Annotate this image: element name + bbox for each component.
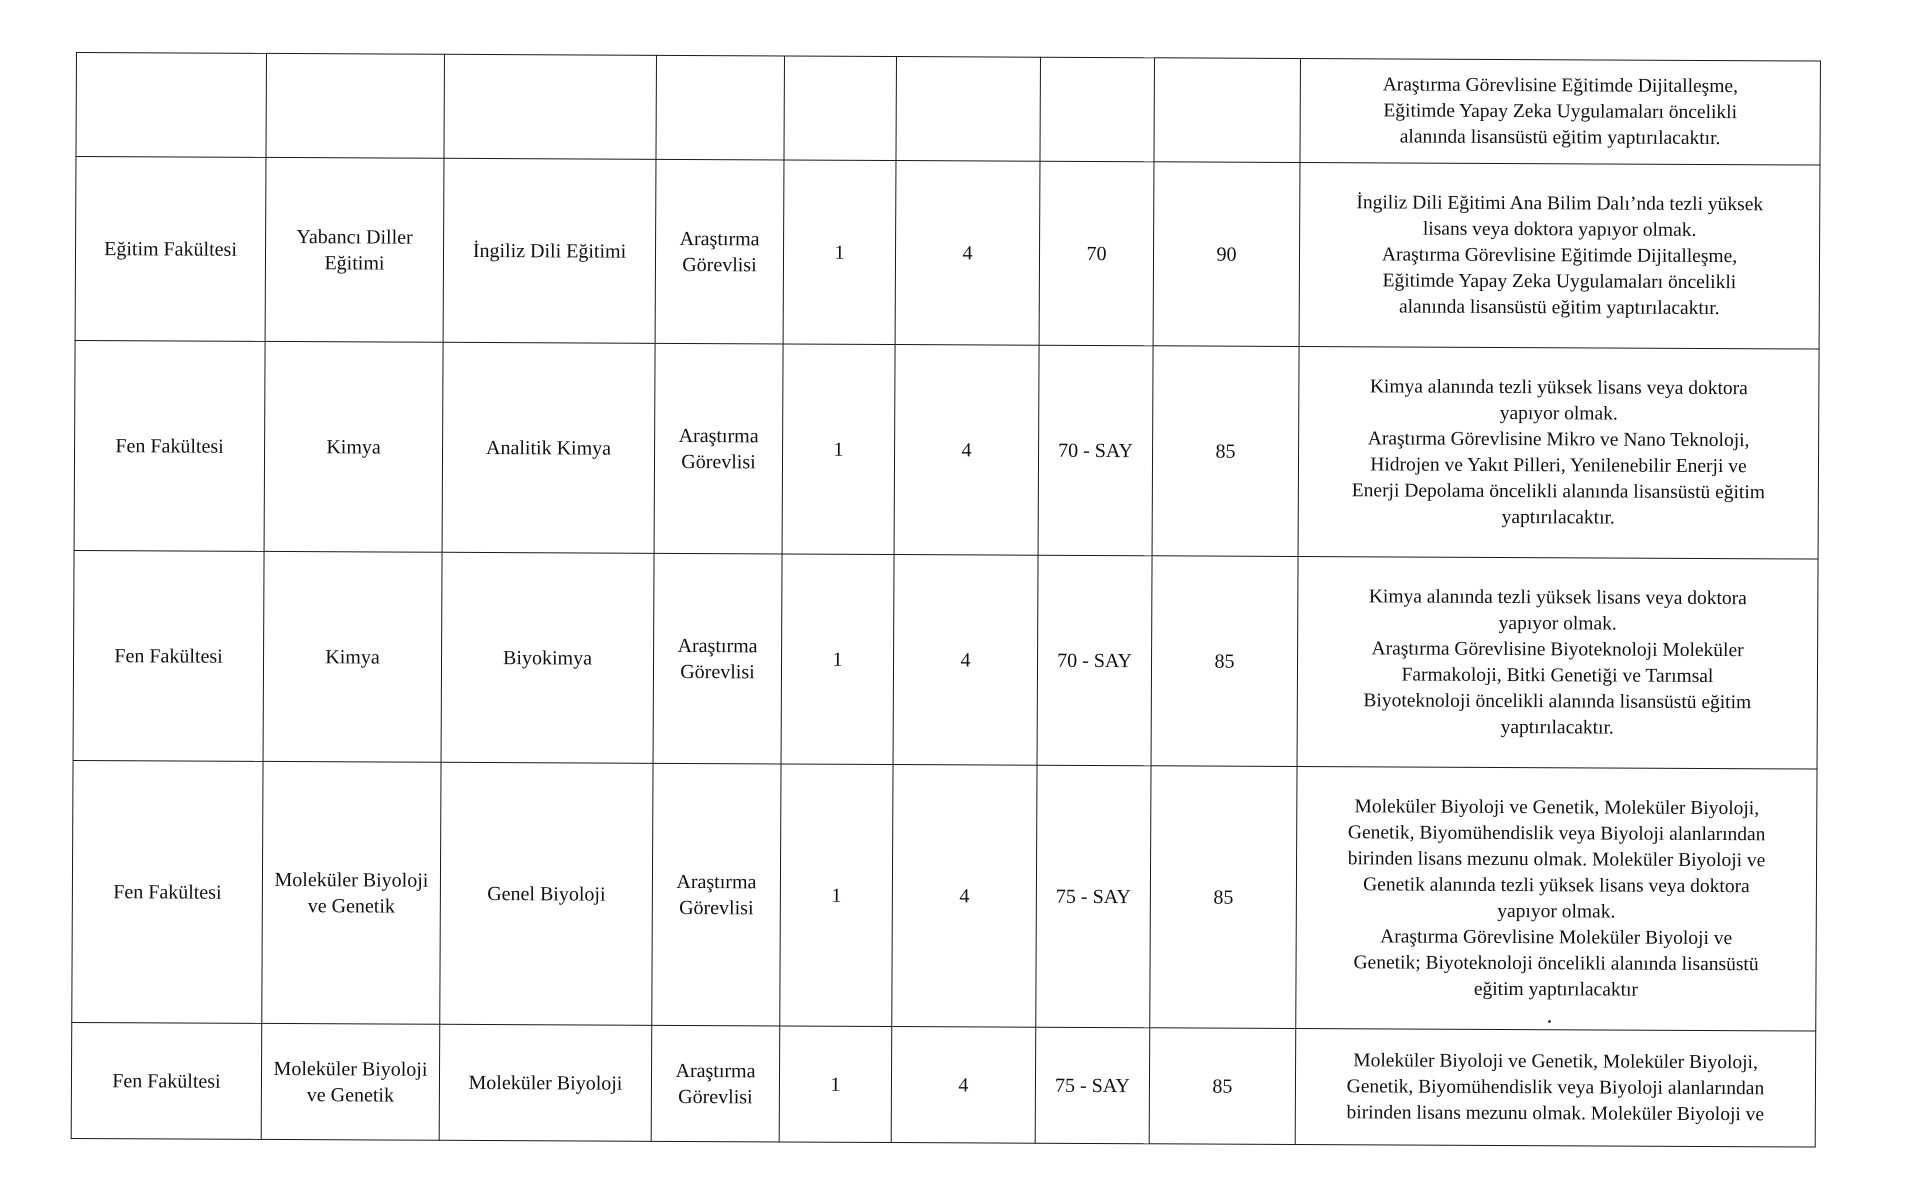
degree-cell: 4 <box>893 555 1038 766</box>
ales-cell <box>1040 57 1155 162</box>
description-line: Kimya alanında tezli yüksek lisans veya doktora <box>1368 585 1747 609</box>
description-line: Araştırma Görevlisine Moleküler Biyoloji ve <box>1380 925 1733 949</box>
description-line: Moleküler Biyoloji ve Genetik, Moleküler Biyoloji, <box>1354 795 1760 819</box>
description-cell <box>1298 346 1819 559</box>
description-line: Genetik, Biyomühendislik veya Biyoloji alanlarından <box>1347 821 1766 845</box>
description-line: alanında lisansüstü eğitim yaptırılacaktır. <box>1399 125 1721 149</box>
description-line: yaptırılacaktır. <box>1501 506 1615 529</box>
description-line: Enerji Depolama öncelikli alanında lisansüstü eğitim <box>1351 479 1766 503</box>
description-line: yapıyor olmak. <box>1499 402 1618 425</box>
language-cell: 85 <box>1149 1028 1296 1145</box>
degree-cell: 4 <box>894 345 1039 556</box>
table-row <box>71 1022 1816 1147</box>
count-cell: 1 <box>780 764 893 1027</box>
count-cell <box>784 56 897 161</box>
department-cell: Kimya <box>263 551 442 762</box>
description-line: Moleküler Biyoloji ve Genetik, Moleküler Biyoloji, <box>1353 1049 1758 1073</box>
count-cell: 1 <box>783 160 896 345</box>
department-cell: Yabancı Diller Eğitimi <box>265 157 444 342</box>
title-cell: Araştırma Görevlisi <box>652 763 781 1026</box>
description-cell <box>1295 1028 1816 1147</box>
language-cell: 85 <box>1152 346 1299 557</box>
count-cell: 1 <box>781 554 894 765</box>
program-cell: Analitik Kimya <box>442 342 655 553</box>
program-cell: Biyokimya <box>441 552 654 763</box>
table-row <box>75 157 1820 350</box>
scan-artifact-dot <box>1548 1020 1551 1023</box>
description-line: Genetik alanında tezli yüksek lisans veya doktora <box>1363 873 1750 897</box>
degree-cell <box>896 57 1041 162</box>
description-line: yapıyor olmak. <box>1498 612 1617 635</box>
description-line: yaptırılacaktır. <box>1500 716 1614 739</box>
program-cell: Moleküler Biyoloji <box>439 1024 652 1141</box>
title-cell: Araştırma Görevlisi <box>653 553 782 764</box>
description-cell <box>1299 162 1820 349</box>
department-cell <box>266 53 445 158</box>
faculty-cell: Fen Fakültesi <box>73 550 264 761</box>
description-cell <box>1296 766 1817 1031</box>
language-cell: 90 <box>1153 162 1300 347</box>
program-cell: Genel Biyoloji <box>440 762 653 1025</box>
language-cell: 85 <box>1151 556 1298 767</box>
ales-cell: 70 <box>1039 161 1154 346</box>
degree-cell: 4 <box>892 765 1037 1028</box>
ales-cell: 70 - SAY <box>1038 345 1153 556</box>
description-line: Genetik; Biyoteknoloji öncelikli alanında lisansüstü <box>1353 951 1759 975</box>
description-line: birinden lisans mezunu olmak. Moleküler Biyoloji ve <box>1346 1101 1765 1125</box>
description-line: Araştırma Görevlisine Eğitimde Dijitalleşme, <box>1382 73 1739 97</box>
description-line: yapıyor olmak. <box>1497 900 1616 923</box>
faculty-cell <box>76 53 267 158</box>
ales-cell: 70 - SAY <box>1037 555 1152 766</box>
description-line: Kimya alanında tezli yüksek lisans veya doktora <box>1369 375 1748 399</box>
ales-cell: 75 - SAY <box>1035 1027 1150 1144</box>
degree-cell: 4 <box>895 161 1040 346</box>
description-line: Araştırma Görevlisine Eğitimde Dijitalleşme, <box>1381 243 1738 267</box>
description-line: alanında lisansüstü eğitim yaptırılacaktır. <box>1398 295 1720 319</box>
table-row <box>72 760 1817 1031</box>
ales-cell: 75 - SAY <box>1036 765 1151 1028</box>
position-table <box>71 52 1821 1148</box>
language-cell: 85 <box>1150 766 1297 1029</box>
count-cell: 1 <box>782 344 895 555</box>
description-cell <box>1297 556 1818 769</box>
title-cell: Araştırma Görevlisi <box>655 159 784 344</box>
description-line: Araştırma Görevlisine Mikro ve Nano Teknoloji, <box>1367 427 1750 451</box>
faculty-cell: Fen Fakültesi <box>72 760 263 1023</box>
faculty-cell: Fen Fakültesi <box>71 1022 262 1139</box>
faculty-cell: Eğitim Fakültesi <box>75 157 266 342</box>
language-cell <box>1154 58 1301 163</box>
title-cell: Araştırma Görevlisi <box>651 1025 780 1142</box>
department-cell: Moleküler Biyoloji ve Genetik <box>262 761 441 1024</box>
department-cell: Kimya <box>264 341 443 552</box>
description-line: Araştırma Görevlisine Biyoteknoloji Moleküler <box>1371 637 1744 661</box>
table-row <box>73 550 1818 769</box>
description-cell <box>1300 58 1821 165</box>
title-cell: Araştırma Görevlisi <box>654 343 783 554</box>
description-line: Farmakoloji, Bitki Genetiği ve Tarımsal <box>1401 663 1714 687</box>
description-line: birinden lisans mezunu olmak. Moleküler Biyoloji ve <box>1347 847 1766 871</box>
degree-cell: 4 <box>891 1026 1036 1143</box>
program-cell <box>444 54 657 159</box>
description-line: Eğitimde Yapay Zeka Uygulamaları öncelikli <box>1382 269 1737 293</box>
description-line: Biyoteknoloji öncelikli alanında lisansüstü eğitim <box>1363 689 1752 713</box>
description-line: eğitim yaptırılacaktır <box>1473 978 1639 1001</box>
table-row <box>76 53 1820 166</box>
description-line: Eğitimde Yapay Zeka Uygulamaları öncelikli <box>1383 99 1738 123</box>
title-cell <box>656 55 785 160</box>
table-row <box>74 340 1819 559</box>
description-line: Genetik, Biyomühendislik veya Biyoloji alanlarından <box>1346 1075 1765 1099</box>
description-line: lisans veya doktora yapıyor olmak. <box>1422 218 1697 241</box>
faculty-cell: Fen Fakültesi <box>74 340 265 551</box>
department-cell: Moleküler Biyoloji ve Genetik <box>261 1023 440 1140</box>
description-line: Hidrojen ve Yakıt Pilleri, Yenilenebilir Enerji ve <box>1370 453 1747 477</box>
count-cell: 1 <box>779 1026 892 1143</box>
program-cell: İngiliz Dili Eğitimi <box>443 158 656 343</box>
description-line: İngiliz Dili Eğitimi Ana Bilim Dalı’nda tezli yüksek <box>1356 191 1764 215</box>
